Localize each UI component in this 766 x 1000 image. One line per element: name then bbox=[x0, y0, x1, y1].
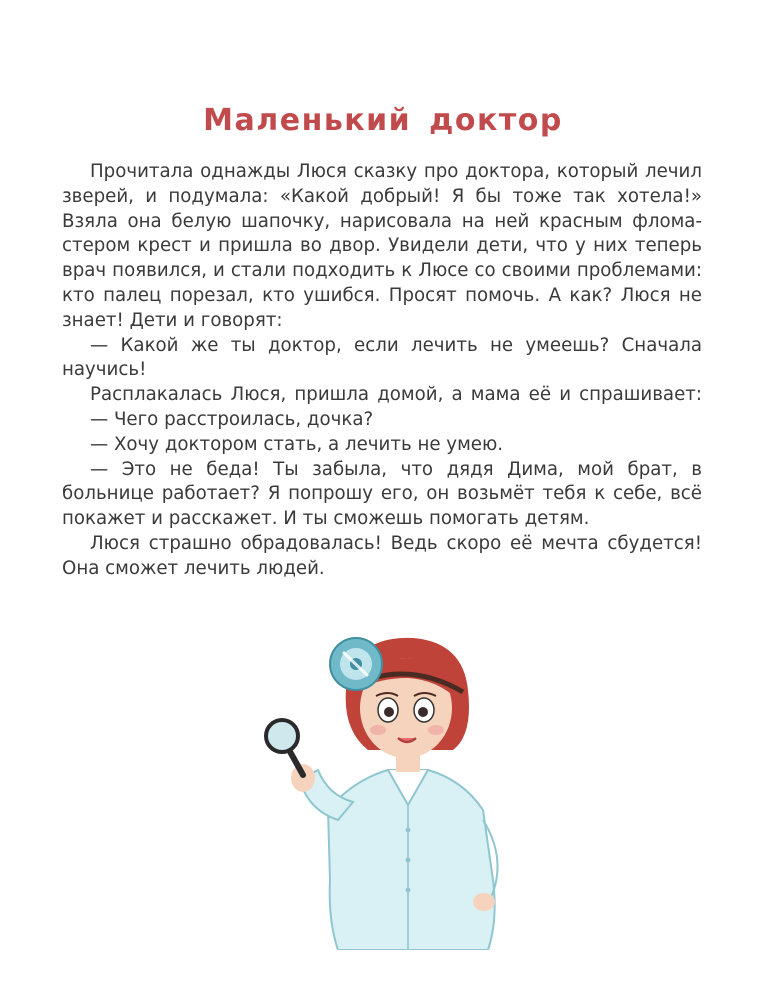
story-line: врач появился, и стали подходить к Люсе со своими проблемами: bbox=[62, 260, 702, 282]
story-line: Прочитала однажды Люся сказку про доктора, который лечил bbox=[90, 161, 702, 182]
story-line: знает! Дети и говорят: bbox=[62, 309, 283, 331]
girl-doctor-drawing bbox=[258, 630, 558, 950]
story-line: зверей, и подумала: «Какой добрый! Я бы тоже так хотела!» bbox=[62, 185, 702, 207]
story-line: научись! bbox=[62, 359, 147, 381]
story-line: — Хочу доктором стать, а лечить не умею. bbox=[90, 433, 504, 455]
story-line: больнице работает? Я попрошу его, он возьмёт тебя к себе, всё bbox=[62, 483, 702, 505]
story-text bbox=[62, 160, 702, 582]
story-line: кто палец порезал, кто ушибся. Просят помочь. А как? Люся не bbox=[62, 284, 702, 306]
page-title: Маленький доктор bbox=[203, 103, 563, 138]
story-line: Она сможет лечить людей. bbox=[62, 557, 325, 579]
story-line: Люся страшно обрадовалась! Ведь скоро её мечта сбудется! bbox=[90, 532, 702, 554]
story-line: — Чего расстроилась, дочка? bbox=[90, 408, 374, 430]
story-line: стером крест и пришла во двор. Увидели дети, что у них теперь bbox=[62, 235, 702, 257]
story-line: покажет и расскажет. И ты сможешь помогать детям. bbox=[62, 508, 590, 530]
head-mirror-icon bbox=[330, 638, 382, 690]
story-line: Расплакалась Люся, пришла домой, а мама её и спрашивает: bbox=[90, 384, 702, 406]
story-line: — Какой же ты доктор, если лечить не умеешь? Сначала bbox=[90, 334, 702, 356]
story-line: Взяла она белую шапочку, нарисовала на ней красным флома- bbox=[62, 210, 702, 232]
girl-doctor-illustration bbox=[258, 630, 558, 950]
story-line: — Это не беда! Ты забыла, что дядя Дима, мой брат, в bbox=[90, 458, 702, 480]
magnifying-glass-icon bbox=[266, 720, 303, 775]
